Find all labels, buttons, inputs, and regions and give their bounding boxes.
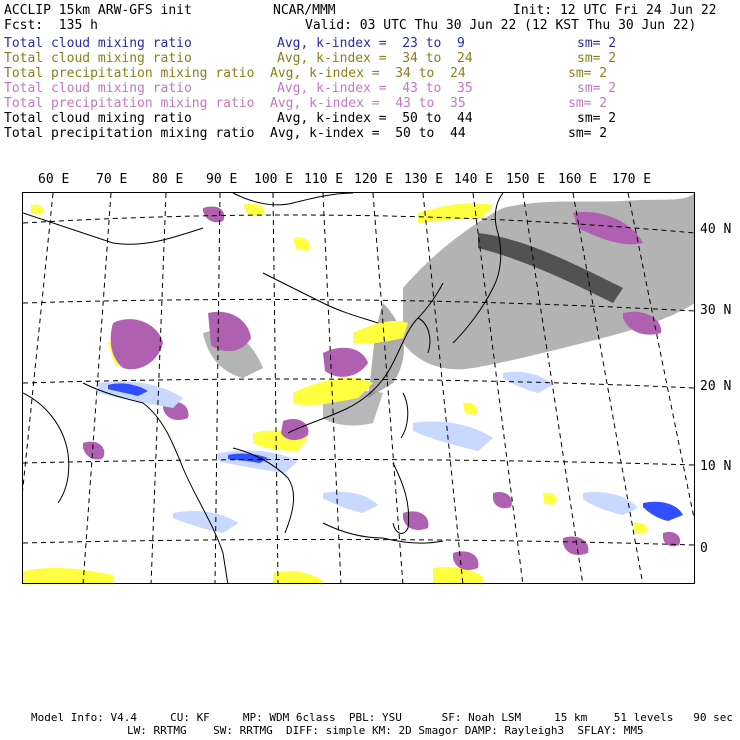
map-canvas [23, 193, 695, 584]
lon-label: 60 E [38, 172, 70, 187]
legend-row-field: Total precipitation mixing ratio [4, 96, 255, 111]
org-label: NCAR/MMM [273, 3, 336, 18]
legend-row-avg: Avg, k-index = 50 to 44 [270, 126, 466, 141]
legend-row-field: Total cloud mixing ratio [4, 36, 192, 51]
init-time: Init: 12 UTC Fri 24 Jun 22 [513, 3, 717, 18]
legend-row-sm: sm= 2 [577, 111, 617, 126]
lat-label: 0 [700, 541, 708, 556]
lon-label: 120 E [354, 172, 394, 187]
footer-physics-info: LW: RRTMG SW: RRTMG DIFF: simple KM: 2D Smagor DAMP: Rayleigh3 SFLAY: MM5 [127, 724, 644, 737]
lon-label: 170 E [612, 172, 652, 187]
legend-row-field: Total precipitation mixing ratio [4, 66, 255, 81]
legend-row-avg: Avg, k-index = 50 to 44 [277, 111, 473, 126]
lat-label: 10 N [700, 459, 732, 474]
legend-row-sm: sm= 2 [568, 66, 608, 81]
valid-time: Valid: 03 UTC Thu 30 Jun 22 (12 KST Thu 30 Jun 22) [305, 18, 697, 33]
legend-row-avg: Avg, k-index = 34 to 24 [277, 51, 473, 66]
lon-label: 80 E [152, 172, 184, 187]
legend-row-field: Total cloud mixing ratio [4, 81, 192, 96]
lon-label: 130 E [404, 172, 444, 187]
model-title: ACCLIP 15km ARW-GFS init [4, 3, 192, 18]
forecast-map [22, 192, 695, 584]
lat-label: 30 N [700, 303, 732, 318]
legend-row-field: Total cloud mixing ratio [4, 51, 192, 66]
legend-row-avg: Avg, k-index = 43 to 35 [270, 96, 466, 111]
legend-row-sm: sm= 2 [577, 81, 617, 96]
lon-label: 140 E [454, 172, 494, 187]
legend-row-field: Total precipitation mixing ratio [4, 126, 255, 141]
legend-row-sm: sm= 2 [568, 126, 608, 141]
lon-label: 150 E [506, 172, 546, 187]
lat-label: 20 N [700, 379, 732, 394]
lon-label: 90 E [206, 172, 238, 187]
legend-row-sm: sm= 2 [577, 36, 617, 51]
legend-row-avg: Avg, k-index = 23 to 9 [277, 36, 465, 51]
lat-label: 40 N [700, 222, 732, 237]
lon-label: 100 E [254, 172, 294, 187]
legend-row-sm: sm= 2 [577, 51, 617, 66]
legend-row-avg: Avg, k-index = 34 to 24 [270, 66, 466, 81]
legend-row-field: Total cloud mixing ratio [4, 111, 192, 126]
lon-label: 70 E [96, 172, 128, 187]
legend-row-avg: Avg, k-index = 43 to 35 [277, 81, 473, 96]
lon-label: 110 E [304, 172, 344, 187]
forecast-hour: Fcst: 135 h [4, 18, 98, 33]
legend-row-sm: sm= 2 [568, 96, 608, 111]
footer-model-info: Model Info: V4.4 CU: KF MP: WDM 6class PBL: YSU SF: Noah LSM 15 km 51 levels 90 sec [31, 711, 733, 724]
lon-label: 160 E [558, 172, 598, 187]
